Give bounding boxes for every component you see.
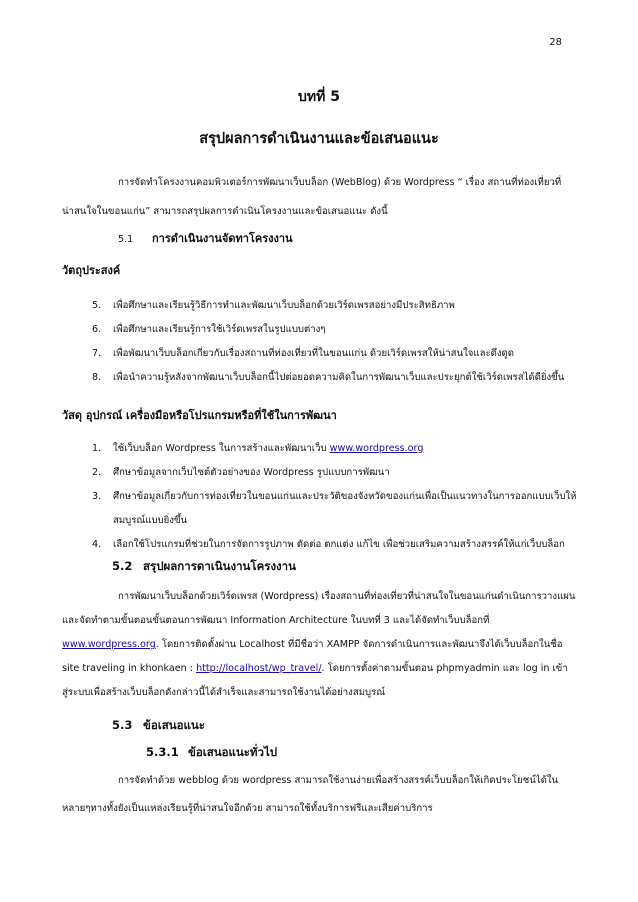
chapter-title: สรุปผลการดำเนินงานและข้อเสนอแนะ (199, 131, 439, 147)
section-5-1-title: การดำเนินงานจัดทาโครงงาน (152, 232, 293, 245)
intro-line-1: การจัดทำโครงงานคอมพิวเตอร์การพัฒนาเว็บบล็อก (WebBlog) ด้วย Wordpress “ เรื่อง สถานที่ท่องเที่ยวที่ (118, 177, 562, 188)
list-item: ศึกษาข้อมูลจากเว็บไซต์ตัวอย่างของ Wordpress รูปแบบการพัฒนา (113, 467, 390, 478)
section-5-3-1-number: 5.3.1 (146, 745, 179, 759)
section-5-2-title: สรุปผลการดาเนินงานโครงงาน (143, 559, 296, 573)
wordpress-link[interactable]: www.wordpress.org (62, 639, 156, 650)
list-item: เลือกใช้โปรแกรมที่ช่วยในการจัดการรูปภาพ ตัดต่อ ตกแต่ง แก้ไข เพื่อช่วยเสริมความสร้างสรรค์ให้แก่เว็บบล็อก (113, 539, 565, 550)
wordpress-link[interactable]: www.wordpress.org (329, 443, 424, 454)
list-item: เพื่อพัฒนาเว็บบล็อกเกี่ยวกับเรื่องสถานที่ท่องเที่ยวที่ในขอนแก่น ด้วยเวิร์ดเพรสให้น่าสนใจและดึงดูด (113, 348, 514, 359)
list-item-number: 2. (92, 467, 102, 478)
paragraph-text: site traveling in khonkaen : (62, 663, 197, 674)
localhost-link[interactable]: http://localhost/wp_travel/ (196, 663, 322, 674)
list-item-number: 6. (92, 324, 102, 335)
list-item-number: 1. (92, 443, 102, 454)
section-5-3-line-2: หลายๆทางทั้งยังเป็นแหล่งเรียนรู้ที่น่าสนใจอีกด้วย สามารถใช้ทั้งบริการฟรีและเสียค่าบริการ (62, 803, 433, 814)
section-5-2-line-2: และจัดทำตามขั้นตอนขั้นตอนการพัฒนา Information Architecture ในบทที่ 3 และได้จัดทำเว็บบล็อกที่ (62, 615, 490, 626)
chapter-heading: บทที่ 5 (298, 89, 340, 105)
list-item (113, 442, 423, 456)
paragraph-text: . โดยการติดตั้งผ่าน Localhost ที่มีชื่อว่า XAMPP จัดการดำเนินการและพัฒนาจึงได้เว็บบล็อกในชื่อ (155, 639, 563, 650)
section-5-2-number: 5.2 (112, 559, 133, 573)
list-item: เพื่อศึกษาและเรียนรู้วิธีการทำและพัฒนาเว็บบล็อกด้วยเวิร์ดเพรสอย่างมีประสิทธิภาพ (113, 300, 455, 311)
list-item-continuation: สมบูรณ์แบบยิ่งขึ้น (113, 515, 188, 526)
section-5-3-number: 5.3 (112, 718, 133, 732)
list-item-number: 5. (92, 300, 102, 311)
list-item-number: 7. (92, 348, 102, 359)
section-5-3-title: ข้อเสนอแนะ (143, 718, 205, 732)
section-5-2-line-4 (62, 662, 568, 676)
section-5-2-line-1: การพัฒนาเว็บบล็อกด้วยเวิร์ดเพรส (Wordpress) เรื่องสถานที่ท่องเที่ยวที่น่าสนใจในขอนแก่นดำเนินการวางแผน (118, 591, 576, 602)
page-number: 28 (549, 37, 562, 48)
list-item: เพื่อนำความรู้หลังจากพัฒนาเว็บบล็อกนี้ไปต่อยอดความคิดในการพัฒนาเว็บและประยุกต์ใช้เวิร์ดเพรสได้ดียิ่งขึ้น (113, 372, 565, 383)
intro-line-2: น่าสนใจในขอนแก่น” สามารถสรุปผลการดำเนินโครงงานและข้อเสนอแนะ ดังนี้ (62, 206, 388, 217)
list-item: ศึกษาข้อมูลเกี่ยวกับการท่องเที่ยวในขอนแก่นและประวัติของจังหวัดของแก่นเพื่อเป็นแนวทางในการออกแบบเว็บให้ (113, 491, 577, 502)
list-item: เพื่อศึกษาและเรียนรู้การใช้เวิร์ดเพรสในรูปแบบต่างๆ (113, 324, 326, 335)
list-item-number: 3. (92, 491, 102, 502)
section-5-3-1-title: ข้อเสนอแนะทั่วไป (188, 745, 278, 759)
section-5-2-line-3 (62, 638, 563, 652)
paragraph-text: . โดยการตั้งค่าตามขั้นตอน phpmyadmin และ log in เข้า (321, 663, 568, 674)
list-item-number: 8. (92, 372, 102, 383)
section-5-2-line-5: สู่ระบบเพื่อสร้างเว็บบล็อกดังกล่าวนี้ได้สำเร็จและสามารถใช้งานได้อย่างสมบูรณ์ (62, 687, 386, 698)
objectives-heading: วัตถุประสงค์ (62, 264, 121, 277)
list-item-number: 4. (92, 539, 102, 550)
materials-heading: วัสดุ อุปกรณ์ เครื่องมือหรือโปรแกรมหรือที่ใช้ในการพัฒนา (62, 409, 337, 422)
section-5-1-number: 5.1 (118, 234, 134, 245)
section-5-3-line-1: การจัดทำด้วย webblog ด้วย wordpress สามารถใช้งานง่ายเพื่อสร้างสรรค์เว็บบล็อกให้เกิดประโยชน์ได้ใน (118, 775, 559, 786)
list-item-text: ใช้เว็บบล็อก Wordpress ในการสร้างและพัฒนาเว็บ (113, 443, 327, 454)
